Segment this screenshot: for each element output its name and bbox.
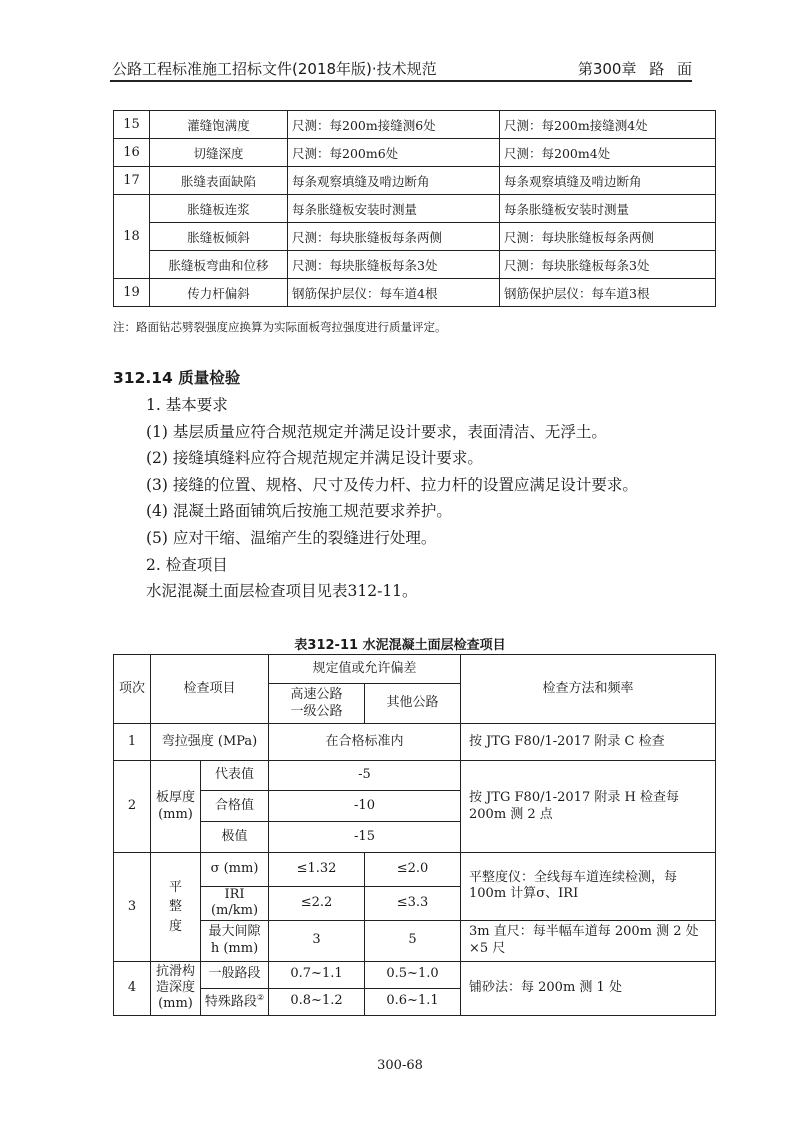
row-number: 15 xyxy=(114,111,150,139)
method-highway: 钢筋保护层仪：每车道4根 xyxy=(288,279,500,307)
row-number: 18 xyxy=(114,195,150,279)
method-other: 尺测：每200m4处 xyxy=(500,139,716,167)
requirement-item: (3) 接缝的位置、规格、尺寸及传力杆、拉力杆的设置应满足设计要求。 xyxy=(146,476,638,494)
table-row xyxy=(114,761,716,791)
sub-item: 最大间隙h (mm) xyxy=(201,920,269,961)
top-table xyxy=(113,110,716,307)
method-other: 每条观察填缝及啃边断角 xyxy=(500,167,716,195)
check-item: 平整度 xyxy=(151,853,201,962)
row-number: 19 xyxy=(114,279,150,307)
check-method: 铺砂法：每 200m 测 1 处 xyxy=(461,961,716,1015)
table-row xyxy=(114,111,716,139)
check-item: 胀缝板倾斜 xyxy=(150,223,288,251)
requirement-item: (1) 基层质量应符合规范规定并满足设计要求，表面清洁、无浮土。 xyxy=(146,423,607,441)
header-rule xyxy=(110,80,692,82)
check-method: 3m 直尺：每半幅车道每 200m 测 2 处×5 尺 xyxy=(461,920,716,961)
table-row xyxy=(114,251,716,279)
requirement-item: (5) 应对干缩、温缩产生的裂缝进行处理。 xyxy=(146,529,437,547)
sub-item: 代表值 xyxy=(201,761,269,791)
requirement-item: (2) 接缝填缝料应符合规范规定并满足设计要求。 xyxy=(146,449,483,467)
check-item: 弯拉强度 (MPa) xyxy=(151,724,269,761)
table-row xyxy=(114,853,716,887)
spec-other: 5 xyxy=(365,920,461,961)
sub-item: 特殊路段② xyxy=(201,988,269,1015)
check-item: 胀缝板弯曲和位移 xyxy=(150,251,288,279)
method-other: 尺测：每200m接缝测4处 xyxy=(500,111,716,139)
spec-highway: ≤2.2 xyxy=(269,887,365,921)
header-spec: 规定值或允许偏差 xyxy=(269,655,461,684)
check-item: 胀缝板连浆 xyxy=(150,195,288,223)
spec-other: 0.6~1.1 xyxy=(365,988,461,1015)
method-highway: 尺测：每块胀缝板每条两侧 xyxy=(288,223,500,251)
table-row xyxy=(114,167,716,195)
table-row xyxy=(114,961,716,988)
spec-value: -5 xyxy=(269,761,461,791)
sub-item: σ (mm) xyxy=(201,853,269,887)
method-highway: 尺测：每200m接缝测6处 xyxy=(288,111,500,139)
subheading-basic-requirements: 1. 基本要求 xyxy=(146,396,228,414)
method-other: 尺测：每块胀缝板每条两侧 xyxy=(500,223,716,251)
spec-other: ≤2.0 xyxy=(365,853,461,887)
spec-highway: 0.7~1.1 xyxy=(269,961,365,988)
row-number: 2 xyxy=(114,761,151,853)
sub-item: IRI (m/km) xyxy=(201,887,269,921)
spec-highway: 3 xyxy=(269,920,365,961)
check-item: 灌缝饱满度 xyxy=(150,111,288,139)
method-other: 钢筋保护层仪：每车道3根 xyxy=(500,279,716,307)
spec-other: 0.5~1.0 xyxy=(365,961,461,988)
header-highway: 高速公路一级公路 xyxy=(269,684,365,724)
check-method: 按 JTG F80/1-2017 附录 H 检查每 200m 测 2 点 xyxy=(461,761,716,853)
check-item: 抗滑构造深度(mm) xyxy=(151,961,201,1015)
check-item: 胀缝表面缺陷 xyxy=(150,167,288,195)
spec-value: 在合格标准内 xyxy=(269,724,461,761)
row-number: 16 xyxy=(114,139,150,167)
row-number: 1 xyxy=(114,724,151,761)
header-chapter: 第300章 路 面 xyxy=(577,60,692,78)
table-row xyxy=(114,139,716,167)
row-number: 17 xyxy=(114,167,150,195)
method-other: 尺测：每块胀缝板每条3处 xyxy=(500,251,716,279)
table-row xyxy=(114,223,716,251)
check-item: 切缝深度 xyxy=(150,139,288,167)
page-number: 300-68 xyxy=(377,1058,423,1073)
spec-other: ≤3.3 xyxy=(365,887,461,921)
requirement-item: (4) 混凝土路面铺筑后按施工规范要求养护。 xyxy=(146,502,452,520)
sub-item: 一般路段 xyxy=(201,961,269,988)
table-row xyxy=(114,279,716,307)
table-row xyxy=(114,920,716,961)
table-row xyxy=(114,724,716,761)
method-highway: 每条观察填缝及啃边断角 xyxy=(288,167,500,195)
table-note: 注：路面钻芯劈裂强度应换算为实际面板弯拉强度进行质量评定。 xyxy=(113,320,447,334)
header-method: 检查方法和频率 xyxy=(461,655,716,724)
header-no: 项次 xyxy=(114,655,151,724)
check-method: 按 JTG F80/1-2017 附录 C 检查 xyxy=(461,724,716,761)
sub-item: 极值 xyxy=(201,822,269,853)
section-heading: 312.14 质量检验 xyxy=(113,369,241,387)
table-reference: 水泥混凝土面层检查项目见表312-11。 xyxy=(146,582,418,600)
header-other: 其他公路 xyxy=(365,684,461,724)
method-other: 每条胀缝板安装时测量 xyxy=(500,195,716,223)
method-highway: 尺测：每200m6处 xyxy=(288,139,500,167)
row-number: 3 xyxy=(114,853,151,962)
spec-value: -10 xyxy=(269,791,461,822)
header-item: 检查项目 xyxy=(151,655,269,724)
inspection-table xyxy=(113,654,716,1016)
spec-highway: ≤1.32 xyxy=(269,853,365,887)
method-highway: 尺测：每块胀缝板每条3处 xyxy=(288,251,500,279)
table-caption: 表312-11 水泥混凝土面层检查项目 xyxy=(294,638,506,653)
check-item: 传力杆偏斜 xyxy=(150,279,288,307)
check-method: 平整度仪：全线每车道连续检测，每 100m 计算σ、IRI xyxy=(461,853,716,921)
method-highway: 每条胀缝板安装时测量 xyxy=(288,195,500,223)
footnote-mark: ② xyxy=(256,992,265,1002)
sub-item: 合格值 xyxy=(201,791,269,822)
row-number: 4 xyxy=(114,961,151,1015)
header-title: 公路工程标准施工招标文件(2018年版)·技术规范 xyxy=(112,60,437,78)
table-row xyxy=(114,195,716,223)
table-header-row xyxy=(114,655,716,684)
check-item: 板厚度(mm) xyxy=(151,761,201,853)
spec-highway: 0.8~1.2 xyxy=(269,988,365,1015)
subheading-check-items: 2. 检查项目 xyxy=(146,556,228,574)
spec-value: -15 xyxy=(269,822,461,853)
